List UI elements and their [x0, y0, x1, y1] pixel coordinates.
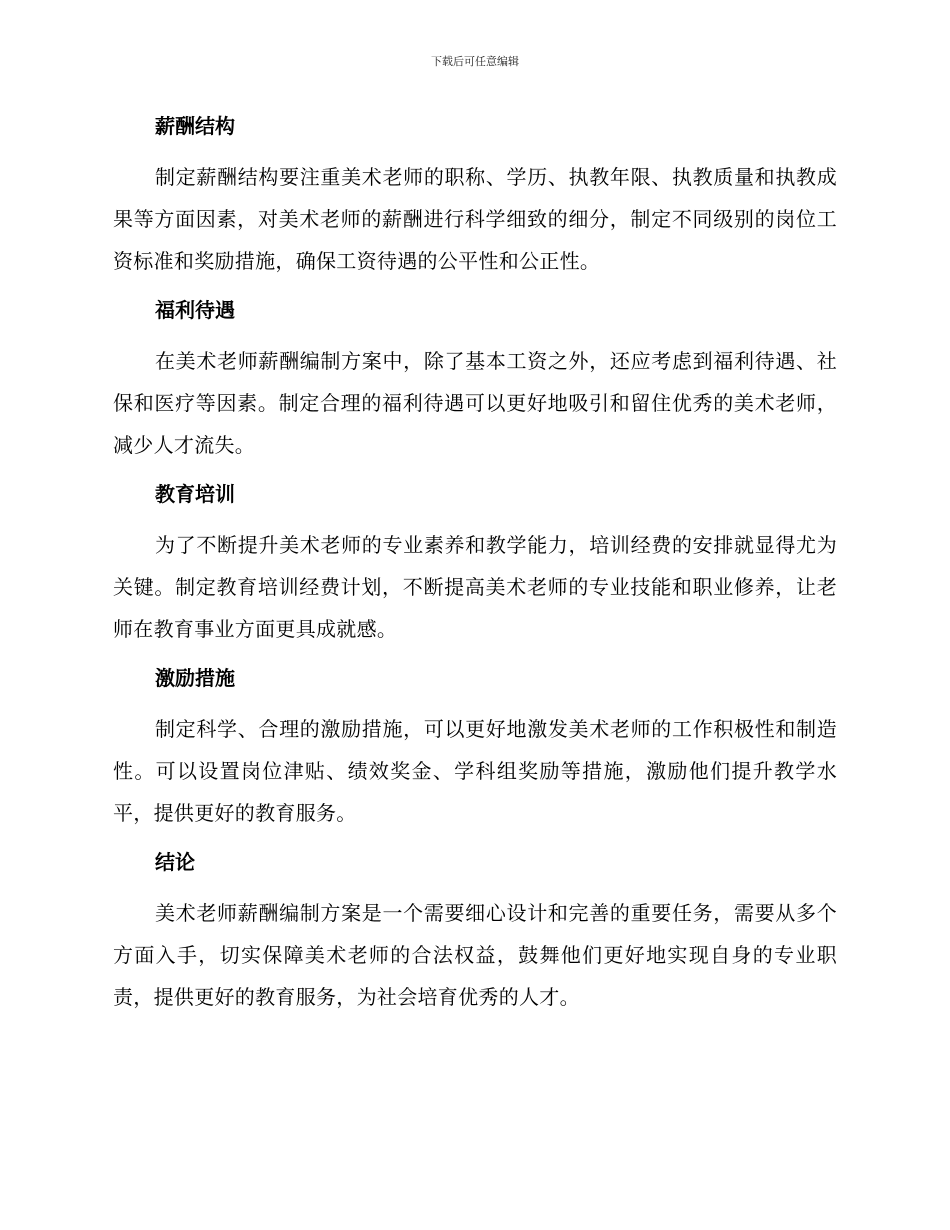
section-paragraph: 制定薪酬结构要注重美术老师的职称、学历、执教年限、执教质量和执教成果等方面因素，对美术老师的薪酬进行科学细致的细分，制定不同级别的岗位工资标准和奖励措施，确保工资待遇的公平性和公正性。 — [113, 165, 837, 273]
section-paragraph: 在美术老师薪酬编制方案中，除了基本工资之外，还应考虑到福利待遇、社保和医疗等因素。制定合理的福利待遇可以更好地吸引和留住优秀的美术老师，减少人才流失。 — [113, 349, 837, 457]
page-header: 下载后可任意编辑 — [431, 55, 519, 68]
section-salary-structure — [113, 108, 837, 282]
section-heading: 结论 — [155, 850, 195, 874]
document-content — [113, 108, 837, 1028]
section-incentives — [113, 660, 837, 834]
section-training — [113, 476, 837, 650]
section-heading: 薪酬结构 — [155, 114, 235, 138]
section-paragraph: 制定科学、合理的激励措施，可以更好地激发美术老师的工作积极性和制造性。可以设置岗位津贴、绩效奖金、学科组奖励等措施，激励他们提升教学水平，提供更好的教育服务。 — [113, 717, 837, 825]
section-paragraph: 美术老师薪酬编制方案是一个需要细心设计和完善的重要任务，需要从多个方面入手，切实保障美术老师的合法权益，鼓舞他们更好地实现自身的专业职责，提供更好的教育服务，为社会培育优秀的人才。 — [113, 901, 837, 1009]
section-benefits — [113, 292, 837, 466]
section-heading: 教育培训 — [155, 482, 235, 506]
section-paragraph: 为了不断提升美术老师的专业素养和教学能力，培训经费的安排就显得尤为关键。制定教育培训经费计划，不断提高美术老师的专业技能和职业修养，让老师在教育事业方面更具成就感。 — [113, 533, 837, 641]
section-heading: 激励措施 — [155, 666, 235, 690]
section-heading: 福利待遇 — [155, 298, 235, 322]
section-conclusion — [113, 844, 837, 1018]
